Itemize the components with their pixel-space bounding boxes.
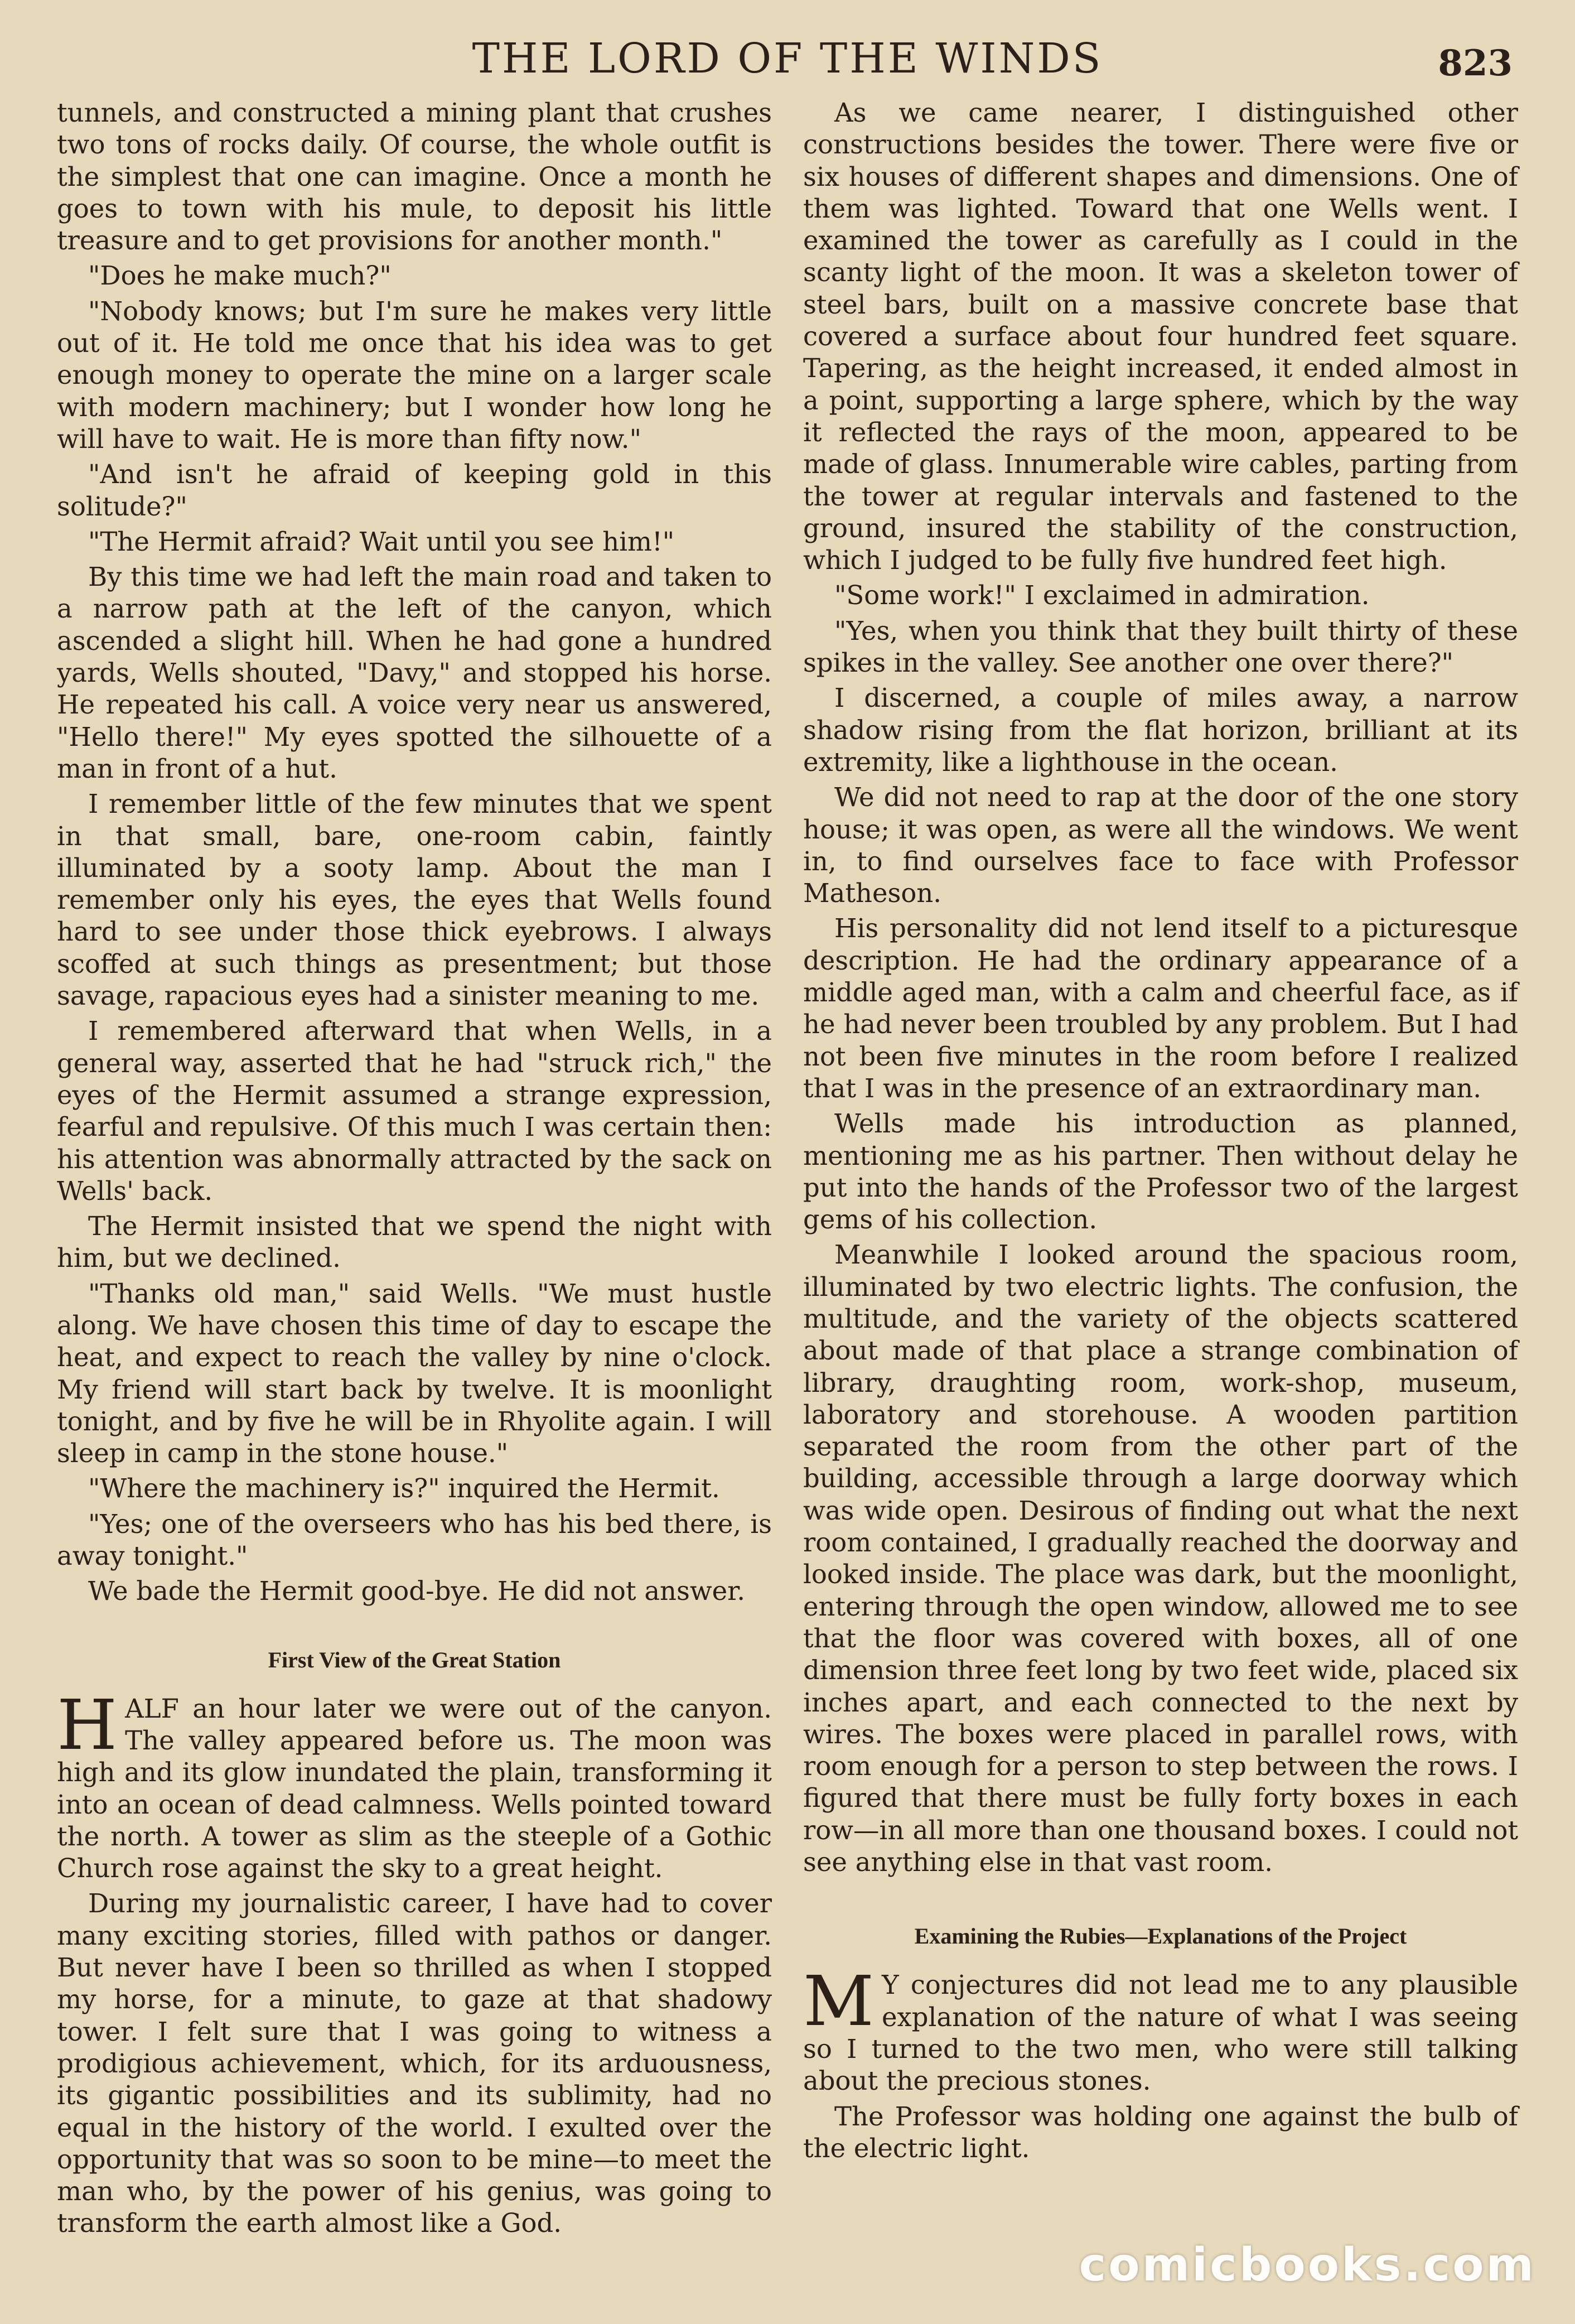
section-heading: Examining the Rubies—Explanations of the Project — [914, 1923, 1407, 1949]
paragraph: Meanwhile I looked around the spacious room, illuminated by two electric lights. The confusion, the multitude, and the variety of the objects scattered about made of that place a strange combination of library, draughting room, work-shop, museum, laboratory and storehouse. A wooden partition separated the room from the other part of the building, accessible through a large doorway which was wide open. Desirous of finding out what the next room contained, I gradually reached the doorway and looked inside. The place was dark, but the moonlight, entering through the open window, allowed me to see that the floor was covered with boxes, all of one dimension three feet long by two feet wide, placed six inches apart, and each connected to the next by wires. The boxes were placed in parallel rows, with room enough for a person to step between the rows. I figured that there must be fully forty boxes in each row—in all more than one thousand boxes. I could not see anything else in that vast room. — [803, 1240, 1518, 1878]
paragraph: "Thanks old man," said Wells. "We must hustle along. We have chosen this time of day to escape the heat, and expect to reach the valley by nine o'clock. My friend will start back by twelve. It is moonlight tonight, and by five he will be in Rhyolite again. I will sleep in camp in the stone house." — [57, 1278, 772, 1469]
paragraph: "Some work!" I exclaimed in admiration. — [834, 580, 1370, 611]
paragraph: "Where the machinery is?" inquired the Hermit. — [88, 1473, 720, 1504]
paragraph: We bade the Hermit good-bye. He did not answer. — [88, 1576, 746, 1607]
section-opening-text: Y conjectures did not lead me to any plausible explanation of the nature of what I was seeing so I turned to the two men, who were still talking about the precious stones. — [803, 1970, 1518, 2096]
drop-cap: H — [57, 1685, 118, 1766]
paragraph: "Nobody knows; but I'm sure he makes very little out of it. He told me once that his idea was to get enough money to operate the mine on a larger scale with modern machinery; but I wonder how long he will have to wait. He is more than fifty now." — [57, 296, 772, 454]
paragraph: During my journalistic career, I have had to cover many exciting stories, filled with pathos or danger. But never have I been so thrilled as when I stopped my horse, for a minute, to gaze at that shadowy tower. I felt sure that I was going to witness a prodigious achievement, which, for its arduousness, its gigantic possibilities and its sublimity, had no equal in the history of the world. I exulted over the opportunity that was so soon to be mine—to meet the man who, by the power of his genius, was going to transform the earth almost like a God. — [57, 1888, 772, 2239]
paragraph: "Yes, when you think that they built thirty of these spikes in the valley. See another one over there?" — [803, 615, 1518, 678]
running-head: THE LORD OF THE WINDS — [472, 35, 1103, 83]
section-opening-paragraph — [57, 1685, 772, 1885]
paragraph: The Hermit insisted that we spend the night with him, but we declined. — [57, 1211, 772, 1274]
drop-cap: M — [803, 1961, 874, 2042]
paragraph: "Does he make much?" — [88, 261, 392, 291]
page-number: 823 — [1438, 42, 1513, 84]
watermark: comicbooks.com — [1079, 2239, 1536, 2292]
section-opening-text: ALF an hour later we were out of the canyon. The valley appeared before us. The moon was high and its glow inundated the plain, transforming it into an ocean of dead calmness. Wells pointed toward the north. A tower as slim as the steeple of a Gothic Church rose against the sky to a great height. — [57, 1693, 772, 1884]
paragraph: Wells made his introduction as planned, mentioning me as his partner. Then without delay he put into the hands of the Professor two of the largest gems of his collection. — [803, 1108, 1518, 1235]
paragraph: tunnels, and constructed a mining plant that crushes two tons of rocks daily. Of course, the whole outfit is the simplest that one can imagine. Once a month he goes to town with his mule, to deposit his little treasure and to get provisions for another month." — [57, 98, 772, 256]
paragraph: "And isn't he afraid of keeping gold in this solitude?" — [57, 459, 772, 522]
paragraph: The Professor was holding one against the bulb of the electric light. — [803, 2101, 1518, 2163]
paragraph: I remembered afterward that when Wells, in a general way, asserted that he had "struck rich," the eyes of the Hermit assumed a strange expression, fearful and repulsive. Of this much I was certain then: his attention was abnormally attracted by the sack on Wells' back. — [57, 1016, 772, 1206]
paragraph: His personality did not lend itself to a picturesque description. He had the ordinary appearance of a middle aged man, with a calm and cheerful face, as if he had never been troubled by any problem. But I had not been five minutes in the room before I realized that I was in the presence of an extraordinary man. — [803, 913, 1518, 1103]
paragraph: "Yes; one of the overseers who has his bed there, is away tonight." — [57, 1508, 772, 1571]
paragraph: By this time we had left the main road and taken to a narrow path at the left of the canyon, which ascended a slight hill. When he had gone a hundred yards, Wells shouted, "Davy," and stopped his horse. He repeated his call. A voice very near us answered, "Hello there!" My eyes spotted the silhouette of a man in front of a hut. — [57, 562, 772, 784]
section-opening-paragraph — [803, 1961, 1518, 2097]
paragraph: I remember little of the few minutes that we spent in that small, bare, one-room cabin, faintly illuminated by a sooty lamp. About the man I remember only his eyes, the eyes that Wells found hard to see under those thick eyebrows. I always scoffed at such things as presentment; but those savage, rapacious eyes had a sinister meaning to me. — [57, 789, 772, 1011]
paragraph: I discerned, a couple of miles away, a narrow shadow rising from the flat horizon, brilliant at its extremity, like a lighthouse in the ocean. — [803, 683, 1518, 777]
right-column — [803, 97, 1518, 2168]
paragraph: We did not need to rap at the door of the one story house; it was open, as were all the windows. We went in, to find ourselves face to face with Professor Matheson. — [803, 782, 1518, 909]
left-column — [57, 97, 772, 2243]
paragraph: As we came nearer, I distinguished other constructions besides the tower. There were five or six houses of different shapes and dimensions. One of them was lighted. Toward that one Wells went. I examined the tower as carefully as I could in the scanty light of the moon. It was a skeleton tower of steel bars, built on a massive concrete base that covered a surface about four hundred feet square. Tapering, as the height increased, it ended almost in a point, supporting a large sphere, which by the way it reflected the rays of the moon, appeared to be made of glass. Innumerable wire cables, parting from the tower at regular intervals and fastened to the ground, insured the stability of the construction, which I judged to be fully five hundred feet high. — [803, 98, 1518, 576]
paragraph: "The Hermit afraid? Wait until you see him!" — [88, 526, 675, 557]
section-heading: First View of the Great Station — [268, 1647, 561, 1672]
